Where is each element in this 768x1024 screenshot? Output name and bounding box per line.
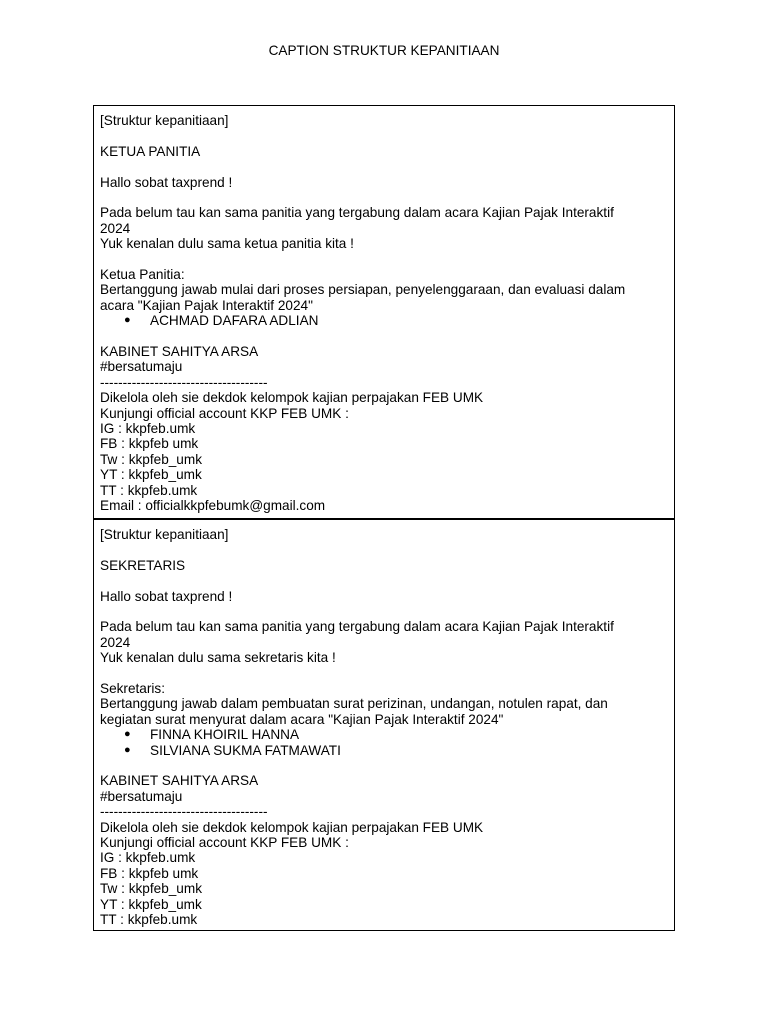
spacer: [100, 604, 668, 619]
spacer: [100, 190, 668, 205]
visit-label: Kunjungi official account KKP FEB UMK :: [100, 405, 349, 421]
role-heading: SEKRETARIS: [100, 557, 186, 573]
cabinet-name: KABINET SAHITYA ARSA: [100, 773, 259, 789]
intro-line-2: 2024: [100, 634, 131, 650]
greeting: Hallo sobat taxprend !: [100, 588, 233, 604]
youtube-handle: YT : kkpfeb_umk: [100, 896, 202, 912]
hashtag: #bersatumaju: [100, 788, 183, 804]
bullet-icon: ●: [124, 314, 131, 327]
spacer: [100, 758, 668, 773]
section-ketua-panitia: [93, 105, 675, 519]
intro-line-1: Pada belum tau kan sama panitia yang tergabung dalam acara Kajian Pajak Interaktif: [100, 205, 614, 221]
spacer: [100, 252, 668, 267]
caption-table: [93, 105, 675, 931]
member-list: [100, 727, 668, 758]
section-sekretaris: [93, 518, 675, 931]
role-desc-line-1: Bertanggung jawab dalam pembuatan surat perizinan, undangan, notulen rapat, dan: [100, 696, 608, 712]
youtube-handle: YT : kkpfeb_umk: [100, 467, 202, 483]
role-desc-line-2: acara "Kajian Pajak Interaktif 2024": [100, 297, 313, 313]
intro-line-2: 2024: [100, 220, 131, 236]
instagram-handle: IG : kkpfeb.umk: [100, 421, 196, 437]
member-list: [100, 313, 668, 328]
email-address: Email : officialkkpfebumk@gmail.com: [100, 498, 326, 514]
tiktok-handle: TT : kkpfeb.umk: [100, 912, 198, 928]
member-name: ACHMAD DAFARA ADLIAN: [150, 313, 319, 329]
managed-by: Dikelola oleh sie dekdok kelompok kajian perpajakan FEB UMK: [100, 390, 484, 406]
twitter-handle: Tw : kkpfeb_umk: [100, 881, 202, 897]
intro-line-3: Yuk kenalan dulu sama ketua panitia kita !: [100, 236, 354, 252]
role-label: Sekretaris:: [100, 681, 165, 696]
role-desc-line-2: kegiatan surat menyurat dalam acara "Kajian Pajak Interaktif 2024": [100, 711, 504, 727]
role-heading: KETUA PANITIA: [100, 143, 201, 159]
section-tag: [Struktur kepanitiaan]: [100, 527, 229, 542]
role-desc-line-1: Bertanggung jawab mulai dari proses persiapan, penyelenggaraan, dan evaluasi dalam: [100, 282, 626, 298]
facebook-handle: FB : kkpfeb umk: [100, 865, 199, 881]
greeting: Hallo sobat taxprend !: [100, 174, 233, 190]
cabinet-name: KABINET SAHITYA ARSA: [100, 344, 259, 360]
intro-line-1: Pada belum tau kan sama panitia yang tergabung dalam acara Kajian Pajak Interaktif: [100, 619, 614, 635]
spacer: [100, 573, 668, 588]
member-item: [100, 313, 668, 328]
bullet-icon: ●: [124, 728, 131, 741]
spacer: [100, 159, 668, 174]
twitter-handle: Tw : kkpfeb_umk: [100, 451, 202, 467]
section-tag: [Struktur kepanitiaan]: [100, 113, 229, 128]
managed-by: Dikelola oleh sie dekdok kelompok kajian perpajakan FEB UMK: [100, 819, 484, 835]
instagram-handle: IG : kkpfeb.umk: [100, 850, 196, 866]
intro-line-3: Yuk kenalan dulu sama sekretaris kita !: [100, 650, 336, 666]
hashtag: #bersatumaju: [100, 359, 183, 375]
member-item: [100, 727, 668, 742]
spacer: [100, 128, 668, 143]
divider-line: -------------------------------------: [100, 374, 268, 390]
tiktok-handle: TT : kkpfeb.umk: [100, 482, 198, 498]
facebook-handle: FB : kkpfeb umk: [100, 436, 199, 452]
spacer: [100, 666, 668, 681]
spacer: [100, 329, 668, 344]
role-label: Ketua Panitia:: [100, 267, 185, 282]
member-item: [100, 743, 668, 758]
spacer: [100, 542, 668, 557]
member-name: SILVIANA SUKMA FATMAWATI: [150, 742, 341, 758]
bullet-icon: ●: [124, 743, 131, 756]
page-title: CAPTION STRUKTUR KEPANITIAAN: [268, 43, 500, 58]
member-name: FINNA KHOIRIL HANNA: [150, 727, 300, 743]
divider-line: -------------------------------------: [100, 804, 268, 820]
visit-label: Kunjungi official account KKP FEB UMK :: [100, 835, 349, 851]
